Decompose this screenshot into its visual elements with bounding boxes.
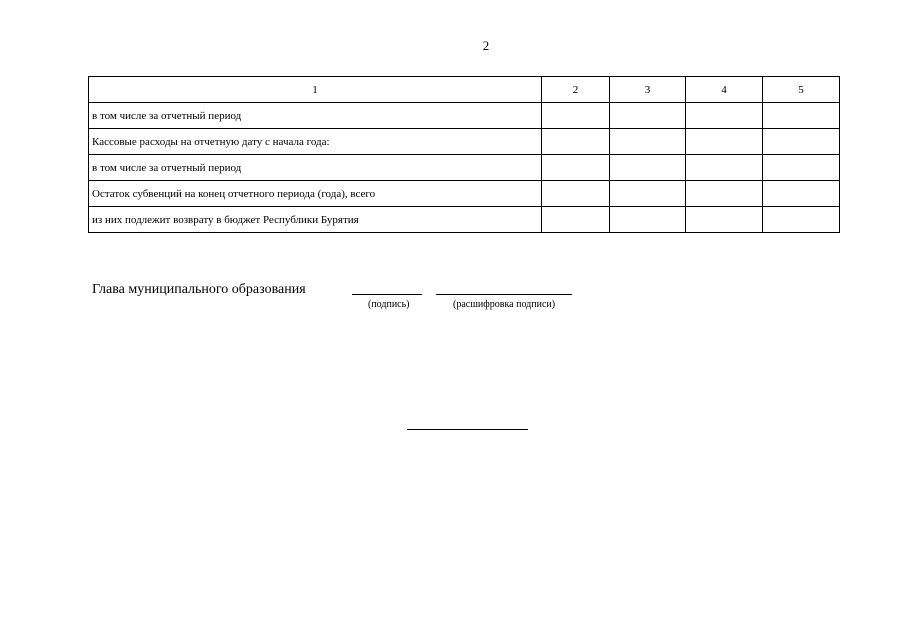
table-cell (686, 155, 763, 181)
report-table (88, 76, 840, 233)
row-label: из них подлежит возврату в бюджет Республики Бурятия (89, 207, 542, 233)
table-cell (610, 181, 686, 207)
table-row (89, 155, 840, 181)
signatory-title: Глава муниципального образования (92, 282, 306, 297)
column-header: 2 (542, 77, 610, 103)
table-cell (542, 155, 610, 181)
decoding-caption: (расшифровка подписи) (453, 299, 556, 310)
table-cell (686, 103, 763, 129)
table-cell (686, 129, 763, 155)
row-label: в том числе за отчетный период (89, 155, 542, 181)
table-row (89, 207, 840, 233)
page-number: 2 (482, 38, 490, 53)
table-cell (763, 207, 840, 233)
table-row (89, 181, 840, 207)
table-cell (686, 181, 763, 207)
column-header: 4 (686, 77, 763, 103)
table-header-row (89, 77, 840, 103)
table-cell (542, 103, 610, 129)
table-cell (542, 207, 610, 233)
column-header: 1 (89, 77, 542, 103)
table-cell (542, 181, 610, 207)
table-cell (763, 129, 840, 155)
row-label: в том числе за отчетный период (89, 103, 542, 129)
table-cell (763, 181, 840, 207)
table-cell (610, 155, 686, 181)
table-cell (610, 129, 686, 155)
row-label: Кассовые расходы на отчетную дату с начала года: (89, 129, 542, 155)
table-cell (686, 207, 763, 233)
signature-line (352, 294, 422, 295)
table-row (89, 129, 840, 155)
table-cell (610, 103, 686, 129)
signature-caption: (подпись) (368, 299, 410, 310)
table-cell (610, 207, 686, 233)
table-row (89, 103, 840, 129)
table-cell (763, 155, 840, 181)
signature-decoding-line (436, 294, 572, 295)
column-header: 3 (610, 77, 686, 103)
column-header: 5 (763, 77, 840, 103)
row-label: Остаток субвенций на конец отчетного периода (года), всего (89, 181, 542, 207)
table-cell (542, 129, 610, 155)
end-of-document-line (407, 429, 528, 430)
table-cell (763, 103, 840, 129)
